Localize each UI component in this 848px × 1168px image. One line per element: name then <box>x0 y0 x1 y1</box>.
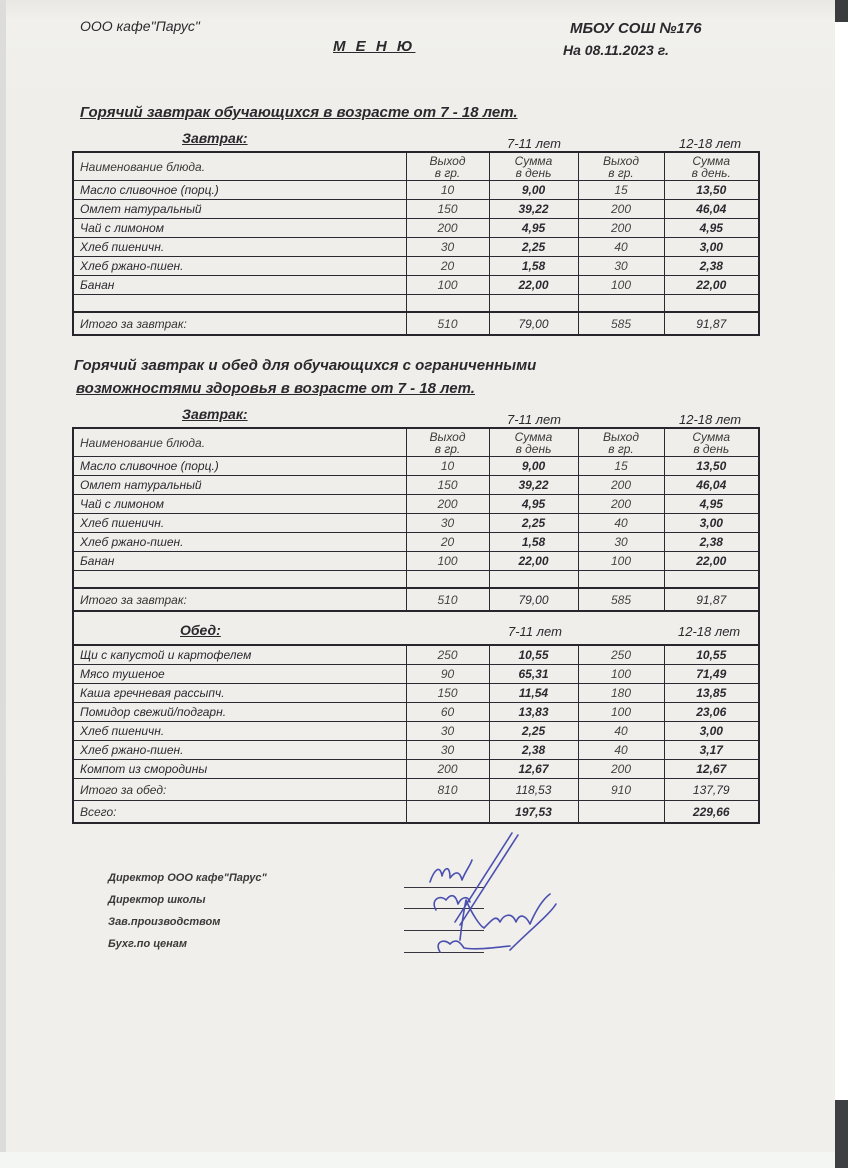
dish-name: Помидор свежий/подгарн. <box>73 703 406 722</box>
qty-7-11: 20 <box>406 533 489 552</box>
scan-margin <box>835 0 848 1168</box>
qty-7-11: 20 <box>406 257 489 276</box>
sum-12-18: 4,95 <box>664 219 759 238</box>
grand-total-label: Всего: <box>73 801 406 824</box>
table-row <box>73 257 759 276</box>
qty-12-18: 40 <box>578 722 664 741</box>
sum-7-11: 11,54 <box>489 684 578 703</box>
handwritten-signature-icon <box>400 830 570 970</box>
qty-7-11: 30 <box>406 238 489 257</box>
dish-name: Банан <box>73 552 406 571</box>
dish-name: Хлеб пшеничн. <box>73 514 406 533</box>
qty-7-11: 150 <box>406 476 489 495</box>
table-row-empty <box>73 295 759 313</box>
qty-7-11: 250 <box>406 645 489 665</box>
dish-name: Каша гречневая рассыпч. <box>73 684 406 703</box>
sum-7-11: 2,38 <box>489 741 578 760</box>
section2-title-line1: Горячий завтрак и обед для обучающихся с ограниченными <box>74 357 537 374</box>
total-sum-12-18: 137,79 <box>664 779 759 801</box>
total-qty-7-11: 810 <box>406 779 489 801</box>
sum-7-11: 9,00 <box>489 457 578 476</box>
table-row <box>73 722 759 741</box>
sum-7-11: 2,25 <box>489 722 578 741</box>
dish-name: Мясо тушеное <box>73 665 406 684</box>
section2-title-line2: возможностями здоровья в возрасте от 7 - 18 лет. <box>76 380 475 397</box>
total-qty-12-18: 910 <box>578 779 664 801</box>
section2-age-group-1: 7-11 лет <box>507 412 561 427</box>
table-row <box>73 457 759 476</box>
column-header-name: Наименование блюда. <box>73 152 406 181</box>
signature-role-production-head: Зав.производством <box>108 916 221 928</box>
total-qty-12-18: 585 <box>578 312 664 335</box>
sum-7-11: 22,00 <box>489 552 578 571</box>
sum-12-18: 3,00 <box>664 722 759 741</box>
table-row <box>73 741 759 760</box>
total-sum-7-11: 79,00 <box>489 312 578 335</box>
column-header-name: Наименование блюда. <box>73 428 406 457</box>
section1-age-group-2: 12-18 лет <box>679 136 742 151</box>
qty-7-11: 90 <box>406 665 489 684</box>
dish-name: Омлет натуральный <box>73 200 406 219</box>
sum-12-18: 22,00 <box>664 276 759 295</box>
qty-12-18: 30 <box>578 257 664 276</box>
sum-7-11: 13,83 <box>489 703 578 722</box>
table-header-row <box>73 428 759 457</box>
sum-7-11: 1,58 <box>489 533 578 552</box>
page-title: М Е Н Ю <box>333 38 416 55</box>
grand-total-sum-7-11: 197,53 <box>489 801 578 824</box>
dish-name: Чай с лимоном <box>73 219 406 238</box>
sum-12-18: 10,55 <box>664 645 759 665</box>
dish-name: Банан <box>73 276 406 295</box>
qty-7-11: 30 <box>406 722 489 741</box>
sum-12-18: 13,50 <box>664 181 759 200</box>
sum-7-11: 2,25 <box>489 238 578 257</box>
table-row <box>73 703 759 722</box>
signature-role-accountant: Бухг.по ценам <box>108 938 187 950</box>
column-header-sum-12-18: Сумма в день. <box>664 152 759 181</box>
dish-name: Хлеб ржано-пшен. <box>73 533 406 552</box>
table-row <box>73 276 759 295</box>
qty-12-18: 100 <box>578 276 664 295</box>
qty-12-18: 200 <box>578 760 664 779</box>
table-row <box>73 200 759 219</box>
sum-12-18: 46,04 <box>664 476 759 495</box>
total-sum-12-18: 91,87 <box>664 312 759 335</box>
sum-7-11: 39,22 <box>489 200 578 219</box>
table-row <box>73 514 759 533</box>
total-qty-7-11: 510 <box>406 312 489 335</box>
qty-12-18: 15 <box>578 181 664 200</box>
qty-12-18: 200 <box>578 495 664 514</box>
table-row <box>73 552 759 571</box>
sum-7-11: 12,67 <box>489 760 578 779</box>
qty-7-11: 100 <box>406 276 489 295</box>
dish-name: Масло сливочное (порц.) <box>73 181 406 200</box>
section2-age-group-2: 12-18 лет <box>679 412 742 427</box>
dish-name: Чай с лимоном <box>73 495 406 514</box>
total-sum-7-11: 79,00 <box>489 588 578 611</box>
sum-12-18: 3,00 <box>664 238 759 257</box>
sum-7-11: 10,55 <box>489 645 578 665</box>
sum-12-18: 23,06 <box>664 703 759 722</box>
qty-7-11: 60 <box>406 703 489 722</box>
total-label: Итого за обед: <box>73 779 406 801</box>
sum-12-18: 46,04 <box>664 200 759 219</box>
sum-12-18: 13,50 <box>664 457 759 476</box>
school-name: МБОУ СОШ №176 <box>570 20 702 37</box>
qty-12-18: 200 <box>578 219 664 238</box>
dish-name: Хлеб ржано-пшен. <box>73 257 406 276</box>
sum-7-11: 4,95 <box>489 495 578 514</box>
sum-7-11: 22,00 <box>489 276 578 295</box>
sum-12-18: 22,00 <box>664 552 759 571</box>
table-row <box>73 665 759 684</box>
table-row <box>73 476 759 495</box>
dish-name: Масло сливочное (порц.) <box>73 457 406 476</box>
dish-name: Щи с капустой и картофелем <box>73 645 406 665</box>
grand-total-sum-12-18: 229,66 <box>664 801 759 824</box>
total-sum-12-18: 91,87 <box>664 588 759 611</box>
section2-meal-label: Завтрак: <box>182 406 248 422</box>
table-row <box>73 181 759 200</box>
qty-7-11: 100 <box>406 552 489 571</box>
table-row <box>73 219 759 238</box>
table-row <box>73 495 759 514</box>
dish-name: Хлеб пшеничн. <box>73 722 406 741</box>
dish-name: Компот из смородины <box>73 760 406 779</box>
table-row <box>73 760 759 779</box>
sum-12-18: 2,38 <box>664 533 759 552</box>
column-header-sum-7-11: Сумма в день <box>489 428 578 457</box>
section1-age-group-1: 7-11 лет <box>507 136 561 151</box>
column-header-qty-7-11: Выход в гр. <box>406 152 489 181</box>
qty-7-11: 200 <box>406 760 489 779</box>
total-sum-7-11: 118,53 <box>489 779 578 801</box>
column-header-qty-7-11: Выход в гр. <box>406 428 489 457</box>
table-row-empty <box>73 571 759 589</box>
page-edge <box>0 0 6 1152</box>
organization-name: ООО кафе"Парус" <box>80 18 200 34</box>
sum-12-18: 13,85 <box>664 684 759 703</box>
qty-12-18: 30 <box>578 533 664 552</box>
qty-7-11: 10 <box>406 181 489 200</box>
sum-7-11: 1,58 <box>489 257 578 276</box>
qty-12-18: 250 <box>578 645 664 665</box>
qty-12-18: 15 <box>578 457 664 476</box>
qty-12-18: 100 <box>578 552 664 571</box>
qty-12-18: 100 <box>578 703 664 722</box>
qty-7-11: 200 <box>406 495 489 514</box>
sum-7-11: 9,00 <box>489 181 578 200</box>
total-qty-7-11: 510 <box>406 588 489 611</box>
qty-12-18: 100 <box>578 665 664 684</box>
qty-7-11: 10 <box>406 457 489 476</box>
sum-12-18: 3,00 <box>664 514 759 533</box>
lunch-meal-label: Обед: <box>180 622 221 638</box>
section1-breakfast-table <box>72 151 760 336</box>
sum-7-11: 2,25 <box>489 514 578 533</box>
dish-name: Омлет натуральный <box>73 476 406 495</box>
total-label: Итого за завтрак: <box>73 588 406 611</box>
sum-12-18: 4,95 <box>664 495 759 514</box>
qty-7-11: 150 <box>406 684 489 703</box>
qty-12-18: 200 <box>578 476 664 495</box>
qty-12-18: 180 <box>578 684 664 703</box>
table-row-lunch-total <box>73 779 759 801</box>
sum-12-18: 3,17 <box>664 741 759 760</box>
column-header-sum-7-11: Сумма в день <box>489 152 578 181</box>
table-row <box>73 645 759 665</box>
scan-margin-bottom <box>0 1152 835 1168</box>
total-qty-12-18: 585 <box>578 588 664 611</box>
section1-meal-label: Завтрак: <box>182 130 248 146</box>
signature-role-cafe-director: Директор ООО кафе"Парус" <box>108 872 267 884</box>
table-row-total <box>73 312 759 335</box>
sum-7-11: 4,95 <box>489 219 578 238</box>
lunch-age-group-1: 7-11 лет <box>508 624 562 639</box>
sum-7-11: 39,22 <box>489 476 578 495</box>
table-row <box>73 684 759 703</box>
menu-date: На 08.11.2023 г. <box>563 42 669 58</box>
column-header-sum-12-18: Сумма в день <box>664 428 759 457</box>
column-header-qty-12-18: Выход в гр. <box>578 428 664 457</box>
signature-role-school-director: Директор школы <box>108 894 206 906</box>
qty-12-18: 40 <box>578 238 664 257</box>
total-label: Итого за завтрак: <box>73 312 406 335</box>
qty-12-18: 40 <box>578 514 664 533</box>
qty-12-18: 200 <box>578 200 664 219</box>
dish-name: Хлеб ржано-пшен. <box>73 741 406 760</box>
sum-12-18: 12,67 <box>664 760 759 779</box>
qty-7-11: 30 <box>406 514 489 533</box>
column-header-qty-12-18: Выход в гр. <box>578 152 664 181</box>
qty-7-11: 200 <box>406 219 489 238</box>
section2-table <box>72 427 760 824</box>
table-header-row <box>73 152 759 181</box>
sum-7-11: 65,31 <box>489 665 578 684</box>
qty-7-11: 30 <box>406 741 489 760</box>
sum-12-18: 71,49 <box>664 665 759 684</box>
qty-7-11: 150 <box>406 200 489 219</box>
table-row-total <box>73 588 759 611</box>
lunch-header-row <box>73 611 759 645</box>
table-row-grand-total <box>73 801 759 824</box>
lunch-age-group-2: 12-18 лет <box>678 624 741 639</box>
table-row <box>73 533 759 552</box>
table-row <box>73 238 759 257</box>
sum-12-18: 2,38 <box>664 257 759 276</box>
dish-name: Хлеб пшеничн. <box>73 238 406 257</box>
qty-12-18: 40 <box>578 741 664 760</box>
section1-title: Горячий завтрак обучающихся в возрасте от 7 - 18 лет. <box>80 104 518 121</box>
